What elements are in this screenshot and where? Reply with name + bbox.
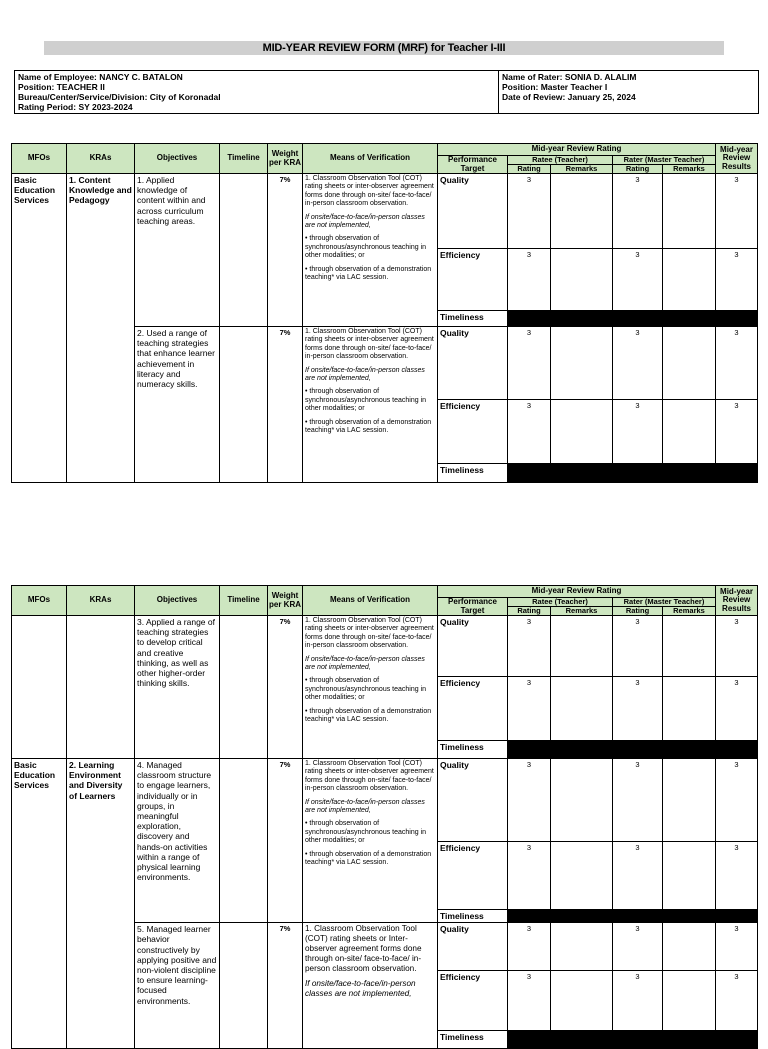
ratee-rating: 3 [508, 327, 551, 400]
mov-cell: 1. Classroom Observation Tool (COT) rating sheets or inter-observer agreement forms done through on-site/ face-to-face/ in-person classroom observation. If onsite/face-to-face/in-person classes are not implemented, • through observation of synchronous/asynchronous teaching in other modalities; or • through observation of a demonstration teaching* via LAC session. [303, 327, 438, 483]
timeliness-blackout [508, 464, 758, 483]
quality-label: Quality [438, 174, 508, 249]
review-result: 3 [716, 327, 758, 400]
header-objectives: Objectives [135, 586, 220, 616]
form-title: MID-YEAR REVIEW FORM (MRF) for Teacher I-III [44, 41, 724, 55]
quality-label: Quality [438, 327, 508, 400]
header-performance-target: Performance Target [438, 598, 508, 616]
ratee-rating: 3 [508, 923, 551, 971]
efficiency-label: Efficiency [438, 249, 508, 311]
mov-cell: 1. Classroom Observation Tool (COT) rating sheets or inter-observer agreement forms done through on-site/ face-to-face/ in-person classroom observation. If onsite/face-to-face/in-person classes are not implemented, • through observation of synchronous/asynchronous teaching in other modalities; or • through observation of a demonstration teaching* via LAC session. [303, 759, 438, 923]
ratee-rating: 3 [508, 842, 551, 910]
ratee-rating: 3 [508, 616, 551, 677]
rater-rating: 3 [613, 174, 663, 249]
weight-cell: 7% [268, 327, 303, 483]
header-timeline: Timeline [220, 144, 268, 174]
header-kras: KRAs [67, 586, 135, 616]
timeliness-label: Timeliness [438, 464, 508, 483]
header-ratee: Ratee (Teacher) [508, 156, 613, 165]
kra-cell: 1. Content Knowledge and Pedagogy [67, 174, 135, 483]
rater-name: Name of Rater: SONIA D. ALALIM [502, 72, 637, 82]
header-mid-year-rating: Mid-year Review Rating [438, 144, 716, 156]
timeliness-label: Timeliness [438, 741, 508, 759]
objective-2: 2. Used a range of teaching strategies that enhance learner achievement in literacy and numeracy skills. [135, 327, 220, 483]
review-table-page-2 [11, 585, 758, 1049]
employee-bureau: Bureau/Center/Service/Division: City of Koronadal [18, 92, 221, 102]
objective-5: 5. Managed learner behavior constructively by applying positive and non-violent discipline to ensure learning-focused environments. [135, 923, 220, 1049]
ratee-rating: 3 [508, 759, 551, 842]
review-date: Date of Review: January 25, 2024 [502, 92, 636, 102]
weight-cell: 7% [268, 616, 303, 759]
header-timeline: Timeline [220, 586, 268, 616]
header-rater-rating: Rating [613, 607, 663, 616]
review-result: 3 [716, 759, 758, 842]
header-mfos: MFOs [12, 586, 67, 616]
header-rater: Rater (Master Teacher) [613, 598, 716, 607]
header-ratee-rating: Rating [508, 607, 551, 616]
ratee-rating: 3 [508, 677, 551, 741]
objective-3: 3. Applied a range of teaching strategies to develop critical and creative thinking, as well as other higher-order thinking skills. [135, 616, 220, 759]
review-result: 3 [716, 923, 758, 971]
rater-rating: 3 [613, 842, 663, 910]
mov-cell: 1. Classroom Observation Tool (COT) rating sheets or inter-observer agreement forms done through on-site/ face-to-face/ in-person classroom observation. If onsite/face-to-face/in-person classes are not implemented, • through observation of synchronous/asynchronous teaching in other modalities; or • through observation of a demonstration teaching* via LAC session. [303, 174, 438, 327]
header-mov: Means of Verification [303, 144, 438, 174]
timeliness-label: Timeliness [438, 311, 508, 327]
employee-info-table [14, 70, 759, 114]
rater-info-right [499, 71, 759, 114]
header-kras: KRAs [67, 144, 135, 174]
efficiency-label: Efficiency [438, 400, 508, 464]
timeliness-blackout [508, 910, 758, 923]
employee-position: Position: TEACHER II [18, 82, 105, 92]
rater-rating: 3 [613, 677, 663, 741]
mfo-cell: Basic Education Services [12, 759, 67, 1049]
header-rater-remarks: Remarks [663, 165, 716, 174]
timeliness-blackout [508, 1031, 758, 1049]
timeliness-label: Timeliness [438, 910, 508, 923]
header-mov: Means of Verification [303, 586, 438, 616]
header-mfos: MFOs [12, 144, 67, 174]
objective-4: 4. Managed classroom structure to engage learners, individually or in groups, in meaningful exploration, discovery and hands-on activities within a range of physical learning environments. [135, 759, 220, 923]
timeliness-label: Timeliness [438, 1031, 508, 1049]
ratee-rating: 3 [508, 174, 551, 249]
review-result: 3 [716, 971, 758, 1031]
employee-info-left [15, 71, 499, 114]
weight-cell: 7% [268, 174, 303, 327]
header-ratee: Ratee (Teacher) [508, 598, 613, 607]
mfo-cell: Basic Education Services [12, 174, 67, 483]
employee-name: Name of Employee: NANCY C. BATALON [18, 72, 183, 82]
efficiency-label: Efficiency [438, 842, 508, 910]
quality-label: Quality [438, 923, 508, 971]
review-table-page-1 [11, 143, 758, 483]
rater-rating: 3 [613, 327, 663, 400]
objective-1: 1. Applied knowledge of content within and across curriculum teaching areas. [135, 174, 220, 327]
weight-cell: 7% [268, 923, 303, 1049]
header-rater: Rater (Master Teacher) [613, 156, 716, 165]
kra-cell: 2. Learning Environment and Diversity of Learners [67, 759, 135, 1049]
mov-cell: 1. Classroom Observation Tool (COT) rating sheets or inter-observer agreement forms done through on-site/ face-to-face/ in-person classroom observation. If onsite/face-to-face/in-person classes are not implemented, • through observation of synchronous/asynchronous teaching in other modalities; or • through observation of a demonstration teaching* via LAC session. [303, 616, 438, 759]
timeliness-blackout [508, 741, 758, 759]
rater-rating: 3 [613, 249, 663, 311]
ratee-rating: 3 [508, 400, 551, 464]
rater-rating: 3 [613, 971, 663, 1031]
header-ratee-remarks: Remarks [551, 607, 613, 616]
rater-rating: 3 [613, 400, 663, 464]
ratee-rating: 3 [508, 249, 551, 311]
rating-period: Rating Period: SY 2023-2024 [18, 102, 133, 112]
review-result: 3 [716, 249, 758, 311]
header-rater-rating: Rating [613, 165, 663, 174]
header-objectives: Objectives [135, 144, 220, 174]
rater-rating: 3 [613, 759, 663, 842]
quality-label: Quality [438, 759, 508, 842]
review-result: 3 [716, 174, 758, 249]
header-weight: Weight per KRA [268, 144, 303, 174]
rater-rating: 3 [613, 616, 663, 677]
quality-label: Quality [438, 616, 508, 677]
ratee-rating: 3 [508, 971, 551, 1031]
header-results: Mid-year Review Results [716, 144, 758, 174]
mov-cell: 1. Classroom Observation Tool (COT) rating sheets or Inter-observer agreement forms done through on-site/ face-to-face/ in-person classroom observation. If onsite/face-to-face/in-person classes are not implemented, [303, 923, 438, 1049]
header-results: Mid-year Review Results [716, 586, 758, 616]
review-result: 3 [716, 842, 758, 910]
header-rater-remarks: Remarks [663, 607, 716, 616]
header-ratee-remarks: Remarks [551, 165, 613, 174]
header-weight: Weight per KRA [268, 586, 303, 616]
efficiency-label: Efficiency [438, 677, 508, 741]
efficiency-label: Efficiency [438, 971, 508, 1031]
weight-cell: 7% [268, 759, 303, 923]
review-result: 3 [716, 677, 758, 741]
timeliness-blackout [508, 311, 758, 327]
review-result: 3 [716, 400, 758, 464]
header-performance-target: Performance Target [438, 156, 508, 174]
review-result: 3 [716, 616, 758, 677]
header-ratee-rating: Rating [508, 165, 551, 174]
header-mid-year-rating: Mid-year Review Rating [438, 586, 716, 598]
rater-position: Position: Master Teacher I [502, 82, 608, 92]
rater-rating: 3 [613, 923, 663, 971]
